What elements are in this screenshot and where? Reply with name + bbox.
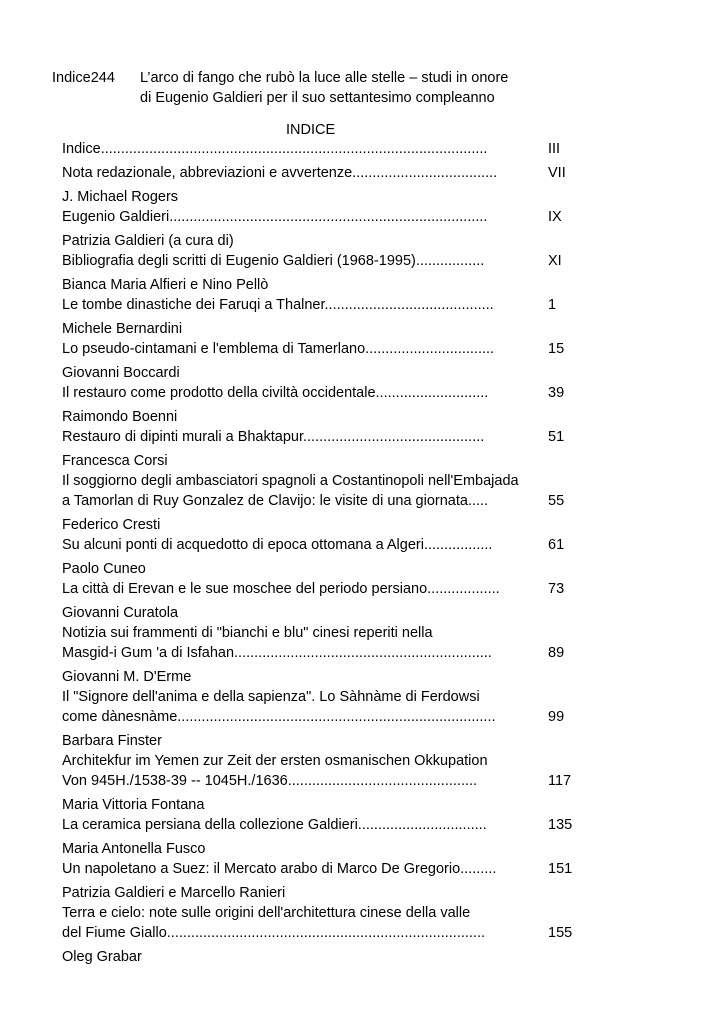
toc-entry bbox=[62, 883, 582, 943]
toc-entry-page-number: 55 bbox=[548, 493, 565, 509]
book-title-line-1: L’arco di fango che rubò la luce alle stelle – studi in onore bbox=[140, 70, 509, 86]
toc-entry-page-number: 61 bbox=[548, 537, 565, 553]
book-title bbox=[140, 68, 660, 108]
toc-entry bbox=[62, 515, 582, 555]
toc-entry bbox=[62, 603, 582, 663]
toc-entry bbox=[62, 407, 582, 447]
toc-entry bbox=[62, 839, 582, 879]
toc-entry-page-number: III bbox=[548, 141, 561, 157]
toc-entry bbox=[62, 667, 582, 727]
toc-entry-author: Maria Antonella Fusco bbox=[62, 841, 206, 857]
toc-entry-page-number: 51 bbox=[548, 429, 565, 445]
toc-entry-title: Notizia sui frammenti di "bianchi e blu" cinesi reperiti nella bbox=[62, 625, 433, 641]
toc-heading: INDICE bbox=[286, 122, 336, 138]
toc-entry bbox=[62, 363, 582, 403]
toc-entry-author: Barbara Finster bbox=[62, 733, 162, 749]
toc-entry-title: Il restauro come prodotto della civiltà occidentale............................ bbox=[62, 385, 489, 401]
toc-entry-page-number: 39 bbox=[548, 385, 565, 401]
toc-entry-author: Bianca Maria Alfieri e Nino Pellò bbox=[62, 277, 269, 293]
toc-entry bbox=[62, 187, 582, 227]
toc-entry-page-number: IX bbox=[548, 209, 562, 225]
toc-entry-page-number: 151 bbox=[548, 861, 573, 877]
toc-entry-page-number: 99 bbox=[548, 709, 565, 725]
toc-entry-title: Von 945H./1538-39 -- 1045H./1636............................................... bbox=[62, 773, 478, 789]
toc-entry-title: Su alcuni ponti di acquedotto di epoca ottomana a Algeri................. bbox=[62, 537, 493, 553]
toc-entry-page-number: VII bbox=[548, 165, 566, 181]
toc-entry-title: Nota redazionale, abbreviazioni e avvertenze.................................... bbox=[62, 165, 498, 181]
toc-entry-author: Francesca Corsi bbox=[62, 453, 168, 469]
toc-entry-title: Un napoletano a Suez: il Mercato arabo di Marco De Gregorio......... bbox=[62, 861, 497, 877]
book-title-line-2: di Eugenio Galdieri per il suo settantesimo compleanno bbox=[140, 90, 495, 106]
toc-entry-title: La città di Erevan e le sue moschee del periodo persiano.................. bbox=[62, 581, 500, 597]
toc-entry-page-number: XI bbox=[548, 253, 562, 269]
toc-entry-title: come dànesnàme............................................................................... bbox=[62, 709, 496, 725]
toc-entry-page-number: 1 bbox=[548, 297, 557, 313]
toc-entry bbox=[62, 275, 582, 315]
toc-entry-author: J. Michael Rogers bbox=[62, 189, 179, 205]
toc-entry-title: Indice................................................................................................ bbox=[62, 141, 488, 157]
toc-entry bbox=[62, 319, 582, 359]
toc-entry-title: Masgid-i Gum 'a di Isfahan................................................................ bbox=[62, 645, 492, 661]
toc-entry bbox=[62, 731, 582, 791]
toc-entry-title: Eugenio Galdieri............................................................................... bbox=[62, 209, 488, 225]
toc-entry-title: Architekfur im Yemen zur Zeit der ersten osmanischen Okkupation bbox=[62, 753, 488, 769]
toc-entry-author: Giovanni Boccardi bbox=[62, 365, 180, 381]
toc-entry-title: Il "Signore dell'anima e della sapienza". Lo Sàhnàme di Ferdowsi bbox=[62, 689, 480, 705]
toc-entry-title: Bibliografia degli scritti di Eugenio Galdieri (1968-1995)................. bbox=[62, 253, 485, 269]
document-code: Indice244 bbox=[52, 70, 115, 86]
toc-entry-author: Oleg Grabar bbox=[62, 949, 142, 965]
toc-entry-author: Raimondo Boenni bbox=[62, 409, 178, 425]
toc-entry-page-number: 15 bbox=[548, 341, 565, 357]
toc-entry-title: Le tombe dinastiche dei Faruqi a Thalner.......................................... bbox=[62, 297, 494, 313]
toc-entry bbox=[62, 947, 582, 967]
toc-entry bbox=[62, 795, 582, 835]
toc-entry-title: Restauro di dipinti murali a Bhaktapur............................................. bbox=[62, 429, 485, 445]
toc-entry-page-number: 135 bbox=[548, 817, 573, 833]
toc-entry-title: Terra e cielo: note sulle origini dell'architettura cinese della valle bbox=[62, 905, 471, 921]
toc-entry bbox=[62, 451, 582, 511]
toc-entry-page-number: 155 bbox=[548, 925, 573, 941]
toc-entry-author: Patrizia Galdieri (a cura di) bbox=[62, 233, 234, 249]
toc-entry-page-number: 117 bbox=[548, 773, 572, 789]
toc-entry-author: Federico Cresti bbox=[62, 517, 161, 533]
toc-entry bbox=[62, 139, 582, 159]
toc-entry-author: Michele Bernardini bbox=[62, 321, 183, 337]
toc-entry-title: Il soggiorno degli ambasciatori spagnoli a Costantinopoli nell'Embajada bbox=[62, 473, 519, 489]
toc-entry-title: del Fiume Giallo............................................................................... bbox=[62, 925, 486, 941]
toc-entry-title: Lo pseudo-cintamani e l'emblema di Tamerlano................................ bbox=[62, 341, 495, 357]
toc-entry-author: Patrizia Galdieri e Marcello Ranieri bbox=[62, 885, 286, 901]
toc-entry bbox=[62, 559, 582, 599]
toc-entry-title: La ceramica persiana della collezione Galdieri................................ bbox=[62, 817, 487, 833]
toc-entry-author: Giovanni M. D'Erme bbox=[62, 669, 192, 685]
table-of-contents bbox=[62, 139, 582, 971]
toc-entry bbox=[62, 163, 582, 183]
toc-entry-author: Maria Vittoria Fontana bbox=[62, 797, 205, 813]
toc-entry-page-number: 73 bbox=[548, 581, 565, 597]
toc-entry bbox=[62, 231, 582, 271]
toc-entry-page-number: 89 bbox=[548, 645, 565, 661]
toc-entry-title: a Tamorlan di Ruy Gonzalez de Clavijo: le visite di una giornata..... bbox=[62, 493, 489, 509]
toc-entry-author: Paolo Cuneo bbox=[62, 561, 146, 577]
toc-entry-author: Giovanni Curatola bbox=[62, 605, 179, 621]
